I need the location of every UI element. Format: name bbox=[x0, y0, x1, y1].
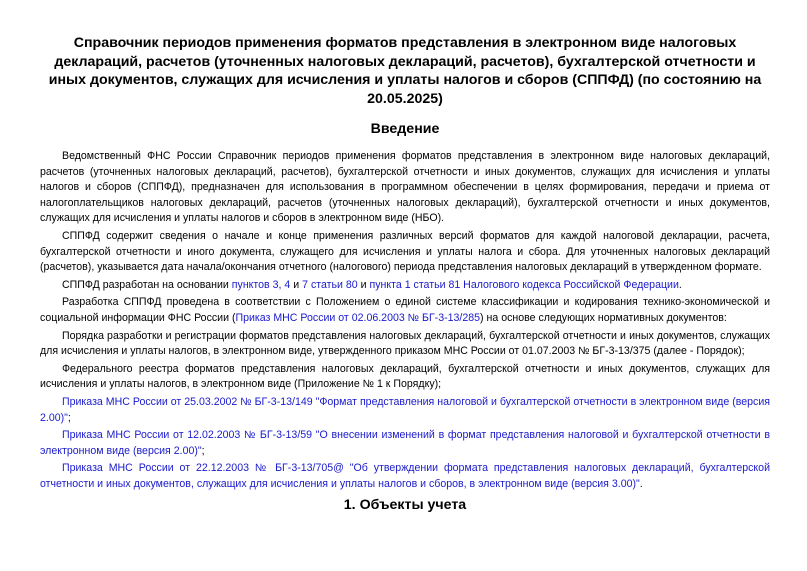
paragraph-procedure: Порядка разработки и регистрации форматов представления налоговых деклараций, бухгалтерской отчетности и иных документов, служащих для исчисления и уплаты налогов, в электронном виде, утвержденного приказом МНС России от 01.07.2003 № БГ-3-13/375 (далее - Порядок); bbox=[40, 329, 770, 358]
paragraph-development bbox=[40, 295, 770, 326]
order-149-suffix: ; bbox=[67, 411, 71, 424]
order-705-suffix: . bbox=[639, 477, 643, 490]
paragraph-contents: СППФД содержит сведения о начале и конце применения различных версий форматов для каждой налоговой декларации, расчета, бухгалтерской отчетности и иного документа, служащего для исчисления и уплаты налога и сбора. Для уточненных налоговых деклараций (расчетов), указывается дата начала/окончания отчетного (налогового) периода представления налоговых деклараций в утвержденном формате. bbox=[40, 229, 770, 274]
paragraph-purpose: Ведомственный ФНС России Справочник периодов применения форматов представления в электронном виде налоговых деклараций, расчетов (уточненных налоговых деклараций, расчетов), бухгалтерской отчетности и иных документов, служащих для исчисления и уплаты налогов и сборов (СППФД), предназначен для использования в программном обеспечении в целях формирования, передачи и приема от налогоплательщиков налоговых деклараций, расчетов (уточненных налоговых деклараций), бухгалтерской отчетности и иных документов, служащих для исчисления и уплаты налогов и сборов в электронном виде (НБО). bbox=[40, 150, 770, 225]
link-order-bg-3-13-705[interactable]: Приказа МНС России от 22.12.2003 № БГ-3-13/705@ "Об утверждении формата представления налоговых деклараций, бухгалтерской отчетности и иных документов, служащих для исчисления и уплаты налогов и сборов, в электронном виде (версия 3.00)" bbox=[40, 462, 770, 490]
legal-basis-suffix: . bbox=[678, 278, 682, 291]
paragraph-order-705 bbox=[40, 461, 770, 492]
link-order-bg-3-13-59[interactable]: Приказа МНС России от 12.02.2003 № БГ-3-13/59 "О внесении изменений в формат представления налоговой и бухгалтерской отчетности в электронном виде (версия 2.00)" bbox=[40, 429, 770, 457]
development-suffix: ) на основе следующих нормативных документов: bbox=[480, 311, 727, 324]
order-59-suffix: ; bbox=[201, 444, 205, 457]
development-prefix: Разработка СППФД проведена в соответствии с Положением о единой системе классификации и кодирования технико-экономической и социальной информации ФНС России ( bbox=[40, 296, 770, 324]
objects-heading: 1. Объекты учета bbox=[343, 497, 467, 514]
paragraph-federal-registry: Федерального реестра форматов представления налоговых деклараций, бухгалтерской отчетности и иных документов, служащих для исчисления и уплаты налогов, в электронном виде (Приложение № 1 к Порядку); bbox=[40, 362, 770, 391]
legal-basis-and-1: и bbox=[290, 278, 303, 291]
link-order-bg-3-13-149[interactable]: Приказа МНС России от 25.03.2002 № БГ-3-13/149 "Формат представления налоговой и бухгалтерской отчетности в электронном виде (версия 2.00)" bbox=[40, 395, 770, 424]
intro-heading: Введение bbox=[370, 121, 440, 137]
paragraph-legal-basis bbox=[40, 278, 770, 294]
link-tax-code-art80-p3-4[interactable]: пунктов 3, 4 bbox=[231, 278, 291, 291]
paragraph-order-149 bbox=[40, 395, 770, 426]
document-title: Справочник периодов применения форматов представления в электронном виде налоговых деклараций, расчетов (уточненных налоговых деклараций, расчетов), бухгалтерской отчетности и иных документов, служащих для исчисления и уплаты налогов и сборов (СППФД) (по состоянию на 20.05.2025) bbox=[48, 35, 762, 107]
legal-basis-and-2: и bbox=[357, 278, 370, 291]
link-tax-code-art81-p1[interactable]: пункта 1 статьи 81 Налогового кодекса Российской Федерации bbox=[369, 278, 679, 291]
paragraph-order-59 bbox=[40, 428, 770, 459]
link-order-bg-3-13-285[interactable]: Приказ МНС России от 02.06.2003 № БГ-3-13/285 bbox=[235, 311, 481, 324]
legal-basis-prefix: СППФД разработан на основании bbox=[62, 278, 232, 291]
link-tax-code-art80-p7[interactable]: 7 статьи 80 bbox=[302, 278, 358, 291]
